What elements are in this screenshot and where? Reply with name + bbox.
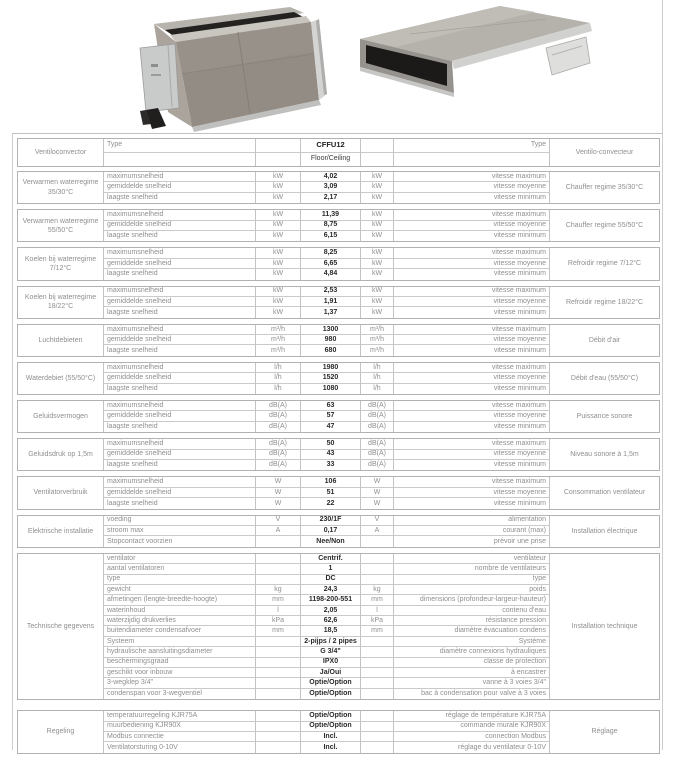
spec-value: Optie/Option	[301, 711, 361, 721]
param-label-fr: vitesse minimum	[394, 345, 550, 355]
param-label-fr: type	[394, 575, 550, 585]
unit-left: mm	[256, 626, 301, 636]
param-label-nl: laagste snelheid	[104, 422, 256, 432]
param-label-nl: laagste snelheid	[104, 231, 256, 241]
spec-value: 51	[301, 488, 361, 498]
spec-value: 6,65	[301, 259, 361, 269]
unit-left: kPa	[256, 616, 301, 626]
param-label-nl: maximumsnelheid	[104, 363, 256, 373]
spec-block-7	[17, 400, 660, 433]
model-name: CFFU12	[301, 139, 361, 153]
unit-right: kW	[361, 297, 394, 307]
unit-left: dB(A)	[256, 439, 301, 449]
unit-right: W	[361, 498, 394, 508]
spec-block-9	[17, 476, 660, 509]
header-type-fr: Type	[394, 139, 550, 153]
param-label-fr: réglage de température KJR75A	[394, 711, 550, 721]
unit-right	[361, 732, 394, 742]
unit-right	[361, 637, 394, 647]
spec-value: 57	[301, 411, 361, 421]
unit-left: dB(A)	[256, 411, 301, 421]
param-label-nl: buitendiameter condensafvoer	[104, 626, 256, 636]
unit-left: kW	[256, 182, 301, 192]
header-label-fr: Ventilo-convecteur	[575, 148, 634, 156]
param-label-fr: prévoir une prise	[394, 536, 550, 546]
unit-left	[256, 536, 301, 546]
row-group-label-nl: Ventilatorverbruik	[18, 477, 104, 508]
param-label-nl: maximumsnelheid	[104, 325, 256, 335]
unit-right: kPa	[361, 616, 394, 626]
unit-left: kW	[256, 193, 301, 203]
param-label-fr: vitesse moyenne	[394, 335, 550, 345]
row-group-label-nl: Technische gegevens	[18, 554, 104, 699]
spec-block-1	[17, 171, 660, 204]
param-label-nl: gemiddelde snelheid	[104, 488, 256, 498]
empty-cell	[361, 139, 394, 153]
param-label-fr: ventilateur	[394, 554, 550, 564]
spec-value: 63	[301, 401, 361, 411]
unit-right: dB(A)	[361, 411, 394, 421]
param-label-nl: gemiddelde snelheid	[104, 259, 256, 269]
row-group-label-fr: Installation technique	[571, 622, 638, 630]
param-label-nl: beschermingsgraad	[104, 658, 256, 668]
param-label-fr: vitesse minimum	[394, 460, 550, 470]
unit-left: l/h	[256, 363, 301, 373]
spec-value: 2,05	[301, 606, 361, 616]
unit-left: dB(A)	[256, 422, 301, 432]
unit-left: dB(A)	[256, 450, 301, 460]
spec-value: 22	[301, 498, 361, 508]
unit-right: l	[361, 606, 394, 616]
param-label-nl: gemiddelde snelheid	[104, 411, 256, 421]
spec-value: Nee/Non	[301, 536, 361, 546]
unit-right: m³/h	[361, 325, 394, 335]
unit-left: m³/h	[256, 335, 301, 345]
unit-left: kW	[256, 269, 301, 279]
spec-value: Optie/Option	[301, 689, 361, 699]
param-label-nl: aantal ventilatoren	[104, 564, 256, 574]
param-label-nl: Ventilatorsturing 0-10V	[104, 742, 256, 752]
spec-value: 18,5	[301, 626, 361, 636]
param-label-nl: voeding	[104, 516, 256, 526]
unit-left	[256, 678, 301, 688]
spec-block-5	[17, 324, 660, 357]
unit-left: V	[256, 516, 301, 526]
unit-right	[361, 678, 394, 688]
unit-left: kW	[256, 210, 301, 220]
param-label-nl: waterinhoud	[104, 606, 256, 616]
spec-value: 230/1F	[301, 516, 361, 526]
param-label-nl: gemiddelde snelheid	[104, 221, 256, 231]
param-label-fr: vitesse moyenne	[394, 411, 550, 421]
unit-right: kW	[361, 248, 394, 258]
spec-value: 47	[301, 422, 361, 432]
unit-right: kW	[361, 182, 394, 192]
unit-right: dB(A)	[361, 450, 394, 460]
spec-value: 4,84	[301, 269, 361, 279]
spec-value: Incl.	[301, 732, 361, 742]
unit-right: W	[361, 488, 394, 498]
param-label-fr: courant (max)	[394, 526, 550, 536]
empty-cell	[256, 153, 301, 167]
param-label-nl: maximumsnelheid	[104, 439, 256, 449]
spec-value: 2-pijps / 2 pipes	[301, 637, 361, 647]
param-label-fr: vitesse maximum	[394, 172, 550, 182]
row-group-label-nl: Geluidsvermogen	[18, 401, 104, 432]
param-label-fr: vitesse maximum	[394, 477, 550, 487]
spec-value: 106	[301, 477, 361, 487]
param-label-fr: vitesse maximum	[394, 363, 550, 373]
unit-left: A	[256, 526, 301, 536]
spec-blocks	[17, 171, 660, 754]
unit-right: W	[361, 477, 394, 487]
param-label-nl: muurbediening KJR90X	[104, 722, 256, 732]
header-type-nl: Type	[104, 139, 256, 153]
row-group-label-fr: Chauffer regime 55/50°C	[565, 222, 644, 230]
spec-value: Optie/Option	[301, 722, 361, 732]
unit-right	[361, 536, 394, 546]
param-label-fr: dimensions (profondeur-largeur-hauteur)	[394, 595, 550, 605]
spec-value: 33	[301, 460, 361, 470]
spec-value: 1,91	[301, 297, 361, 307]
param-label-fr: résistance pression	[394, 616, 550, 626]
spec-value: 0,17	[301, 526, 361, 536]
spec-value: 1,37	[301, 307, 361, 317]
param-label-nl: maximumsnelheid	[104, 287, 256, 297]
unit-right: kW	[361, 172, 394, 182]
header-label-nl: Ventiloconvector	[18, 139, 104, 166]
unit-left: dB(A)	[256, 401, 301, 411]
unit-right: V	[361, 516, 394, 526]
param-label-nl: gemiddelde snelheid	[104, 335, 256, 345]
unit-right: m³/h	[361, 335, 394, 345]
param-label-fr: vitesse moyenne	[394, 488, 550, 498]
unit-right	[361, 554, 394, 564]
unit-left	[256, 711, 301, 721]
param-label-fr: vitesse maximum	[394, 325, 550, 335]
param-label-nl: geschikt voor inbouw	[104, 668, 256, 678]
unit-right: l/h	[361, 384, 394, 394]
row-group-label-fr: Refroidir regime 18/22°C	[565, 298, 644, 306]
unit-right: kW	[361, 210, 394, 220]
row-group-label-fr: Chauffer regime 35/30°C	[565, 184, 644, 192]
spec-block-10	[17, 515, 660, 548]
empty-cell	[256, 139, 301, 153]
spec-value: 680	[301, 345, 361, 355]
param-label-nl: laagste snelheid	[104, 307, 256, 317]
unit-right: kW	[361, 259, 394, 269]
unit-right	[361, 668, 394, 678]
ceiling-unit-image	[350, 1, 598, 103]
param-label-nl: laagste snelheid	[104, 193, 256, 203]
param-label-nl: ventilator	[104, 554, 256, 564]
empty-cell	[361, 153, 394, 167]
param-label-nl: laagste snelheid	[104, 460, 256, 470]
param-label-fr: vitesse maximum	[394, 439, 550, 449]
unit-left: W	[256, 477, 301, 487]
row-group-label-nl: Verwarmen waterregime 55/50°C	[18, 210, 104, 241]
unit-right: dB(A)	[361, 401, 394, 411]
unit-left	[256, 689, 301, 699]
unit-right: kW	[361, 269, 394, 279]
unit-right: dB(A)	[361, 422, 394, 432]
spec-value: 8,75	[301, 221, 361, 231]
unit-right: mm	[361, 626, 394, 636]
row-group-label-fr: Niveau sonore à 1,5m	[570, 451, 639, 459]
unit-right: dB(A)	[361, 460, 394, 470]
param-label-nl: condenspan voor 3-wegventiel	[104, 689, 256, 699]
unit-left: kW	[256, 259, 301, 269]
spec-value: 8,25	[301, 248, 361, 258]
param-label-fr: vitesse moyenne	[394, 373, 550, 383]
param-label-fr: vanne à 3 voies 3/4"	[394, 678, 550, 688]
param-label-fr: vitesse minimum	[394, 231, 550, 241]
unit-right: kW	[361, 231, 394, 241]
param-label-nl: maximumsnelheid	[104, 172, 256, 182]
spec-block-2	[17, 209, 660, 242]
row-group-label-fr: Refroidir regime 7/12°C	[567, 260, 642, 268]
spec-value: 1	[301, 564, 361, 574]
spec-value: 4,02	[301, 172, 361, 182]
spec-value: Optie/Option	[301, 678, 361, 688]
param-label-nl: temperatuurregeling KJR75A	[104, 711, 256, 721]
spec-value: 1300	[301, 325, 361, 335]
param-label-fr: vitesse minimum	[394, 269, 550, 279]
param-label-fr: vitesse moyenne	[394, 259, 550, 269]
spec-block-3	[17, 247, 660, 280]
row-group-label-nl: Verwarmen waterregime 35/30°C	[18, 172, 104, 203]
param-label-nl: maximumsnelheid	[104, 401, 256, 411]
unit-left: mm	[256, 595, 301, 605]
param-label-fr: Système	[394, 637, 550, 647]
unit-right: l/h	[361, 363, 394, 373]
spec-value: 62,6	[301, 616, 361, 626]
unit-left: kW	[256, 172, 301, 182]
unit-right: m³/h	[361, 345, 394, 355]
param-label-fr: vitesse minimum	[394, 193, 550, 203]
unit-left: kW	[256, 307, 301, 317]
param-label-nl: laagste snelheid	[104, 498, 256, 508]
unit-right	[361, 658, 394, 668]
param-label-nl: maximumsnelheid	[104, 477, 256, 487]
row-group-label-nl: Elektrische installatie	[18, 516, 104, 547]
row-group-label-fr: Consommation ventilateur	[563, 489, 646, 497]
unit-left: W	[256, 488, 301, 498]
empty-cell	[394, 153, 550, 167]
unit-right: kW	[361, 307, 394, 317]
unit-left: kW	[256, 231, 301, 241]
unit-left: kW	[256, 248, 301, 258]
unit-left	[256, 647, 301, 657]
spec-block-12	[17, 710, 660, 754]
spec-table	[17, 138, 660, 759]
unit-right: l/h	[361, 373, 394, 383]
spec-value: 6,15	[301, 231, 361, 241]
spec-value: Ja/Oui	[301, 668, 361, 678]
param-label-fr: vitesse moyenne	[394, 450, 550, 460]
spec-value: Centrif.	[301, 554, 361, 564]
unit-left	[256, 564, 301, 574]
param-label-nl: Stopcontact voorzien	[104, 536, 256, 546]
spec-block-6	[17, 362, 660, 395]
param-label-fr: connection Modbus	[394, 732, 550, 742]
param-label-fr: vitesse minimum	[394, 384, 550, 394]
unit-left: kW	[256, 287, 301, 297]
spec-value: 980	[301, 335, 361, 345]
unit-left	[256, 668, 301, 678]
unit-left	[256, 732, 301, 742]
param-label-nl: afmetingen (lengte-breedte-hoogte)	[104, 595, 256, 605]
unit-left	[256, 575, 301, 585]
spec-value: 1520	[301, 373, 361, 383]
param-label-fr: vitesse minimum	[394, 307, 550, 317]
unit-left: l/h	[256, 373, 301, 383]
product-image-panel	[12, 0, 662, 134]
param-label-nl: hydraulische aansluitingsdiameter	[104, 647, 256, 657]
unit-left: kW	[256, 221, 301, 231]
param-label-fr: alimentation	[394, 516, 550, 526]
param-label-nl: Systeem	[104, 637, 256, 647]
spec-value: G 3/4"	[301, 647, 361, 657]
unit-right	[361, 742, 394, 752]
param-label-fr: vitesse maximum	[394, 210, 550, 220]
spec-value: Incl.	[301, 742, 361, 752]
param-label-nl: type	[104, 575, 256, 585]
param-label-fr: à encastrer	[394, 668, 550, 678]
unit-right	[361, 722, 394, 732]
unit-right	[361, 711, 394, 721]
param-label-nl: Modbus connectie	[104, 732, 256, 742]
param-label-fr: vitesse moyenne	[394, 182, 550, 192]
row-group-label-nl: Koelen bij waterregime 7/12°C	[18, 248, 104, 279]
spec-block-11	[17, 553, 660, 700]
row-group-label-nl: Waterdebiet (55/50°C)	[18, 363, 104, 394]
unit-right: mm	[361, 595, 394, 605]
mounting-type: Floor/Ceiling	[301, 153, 361, 167]
param-label-fr: bac à condensation pour valve à 3 voies	[394, 689, 550, 699]
unit-left	[256, 742, 301, 752]
param-label-fr: diamètre évacuation condens	[394, 626, 550, 636]
unit-left: l	[256, 606, 301, 616]
spec-value: IPX0	[301, 658, 361, 668]
unit-left	[256, 637, 301, 647]
param-label-fr: vitesse maximum	[394, 248, 550, 258]
empty-cell	[104, 153, 256, 167]
param-label-nl: gemiddelde snelheid	[104, 297, 256, 307]
row-group-label-fr: Débit d'air	[588, 336, 621, 344]
row-group-label-fr: Débit d'eau (55/50°C)	[570, 374, 639, 382]
floor-unit-image	[118, 2, 346, 132]
param-label-fr: contenu d'eau	[394, 606, 550, 616]
param-label-fr: vitesse maximum	[394, 287, 550, 297]
unit-left: m³/h	[256, 345, 301, 355]
unit-right	[361, 647, 394, 657]
unit-left: W	[256, 498, 301, 508]
param-label-nl: maximumsnelheid	[104, 248, 256, 258]
param-label-fr: réglage du ventilateur 0-10V	[394, 742, 550, 752]
unit-left: kg	[256, 585, 301, 595]
param-label-fr: commande murale KJR90X	[394, 722, 550, 732]
unit-left: l/h	[256, 384, 301, 394]
param-label-nl: gemiddelde snelheid	[104, 450, 256, 460]
table-header	[17, 138, 660, 167]
param-label-nl: laagste snelheid	[104, 269, 256, 279]
param-label-nl: gemiddelde snelheid	[104, 182, 256, 192]
row-group-label-fr: Installation électrique	[571, 527, 638, 535]
unit-left	[256, 722, 301, 732]
param-label-nl: 3-wegklep 3/4"	[104, 678, 256, 688]
param-label-nl: gewicht	[104, 585, 256, 595]
param-label-fr: classe de protection	[394, 658, 550, 668]
param-label-fr: vitesse maximum	[394, 401, 550, 411]
unit-right: kW	[361, 193, 394, 203]
unit-right	[361, 575, 394, 585]
param-label-nl: waterzijdig drukverlies	[104, 616, 256, 626]
spec-value: 2,53	[301, 287, 361, 297]
spec-value: 3,09	[301, 182, 361, 192]
unit-right	[361, 689, 394, 699]
param-label-fr: vitesse moyenne	[394, 221, 550, 231]
param-label-nl: stroom max	[104, 526, 256, 536]
param-label-fr: vitesse minimum	[394, 498, 550, 508]
param-label-nl: laagste snelheid	[104, 345, 256, 355]
spec-value: DC	[301, 575, 361, 585]
spec-value: 43	[301, 450, 361, 460]
unit-right: A	[361, 526, 394, 536]
row-group-label-nl: Regeling	[18, 711, 104, 753]
unit-right: kW	[361, 287, 394, 297]
spec-value: 50	[301, 439, 361, 449]
unit-left: m³/h	[256, 325, 301, 335]
unit-right: kW	[361, 221, 394, 231]
spec-value: 2,17	[301, 193, 361, 203]
param-label-nl: laagste snelheid	[104, 384, 256, 394]
row-group-label-fr: Réglage	[591, 728, 618, 736]
param-label-fr: diamètre connexions hydrauliques	[394, 647, 550, 657]
spec-value: 1080	[301, 384, 361, 394]
unit-right: dB(A)	[361, 439, 394, 449]
param-label-nl: maximumsnelheid	[104, 210, 256, 220]
spec-value: 24,3	[301, 585, 361, 595]
spec-value: 1198-200-551	[301, 595, 361, 605]
unit-left	[256, 658, 301, 668]
row-group-label-nl: Koelen bij waterregime 18/22°C	[18, 287, 104, 318]
unit-left: dB(A)	[256, 460, 301, 470]
param-label-fr: poids	[394, 585, 550, 595]
param-label-fr: vitesse moyenne	[394, 297, 550, 307]
unit-right: kg	[361, 585, 394, 595]
param-label-fr: nombre de ventilateurs	[394, 564, 550, 574]
spec-value: 11,39	[301, 210, 361, 220]
unit-right	[361, 564, 394, 574]
param-label-fr: vitesse minimum	[394, 422, 550, 432]
unit-left	[256, 554, 301, 564]
row-group-label-nl: Luchtdebieten	[18, 325, 104, 356]
row-group-label-nl: Geluidsdruk op 1,5m	[18, 439, 104, 470]
spec-block-8	[17, 438, 660, 471]
spec-value: 1980	[301, 363, 361, 373]
param-label-nl: gemiddelde snelheid	[104, 373, 256, 383]
spec-block-4	[17, 286, 660, 319]
unit-left: kW	[256, 297, 301, 307]
row-group-label-fr: Puissance sonore	[576, 413, 633, 421]
